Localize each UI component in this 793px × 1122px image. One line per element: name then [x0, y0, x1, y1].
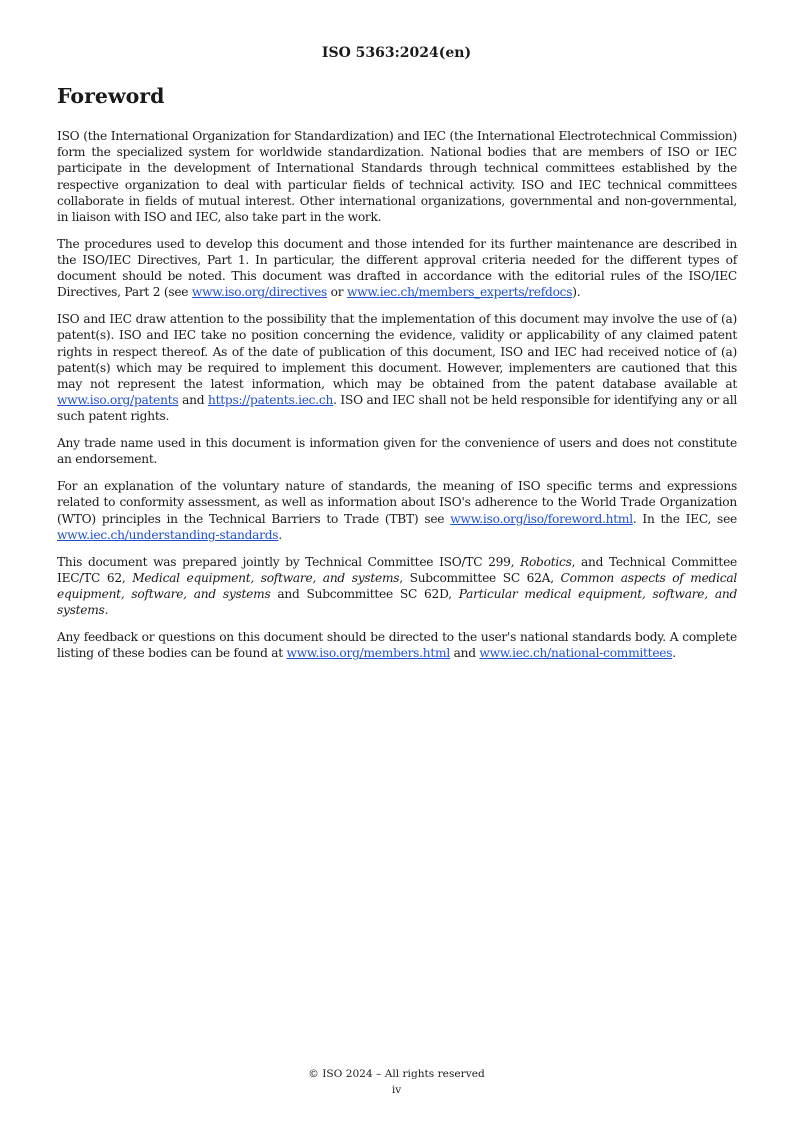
paragraph-text: ISO and IEC draw attention to the possibility that the implementation of this document may involve the use of (a) patent(s). ISO and IEC take no position concerning the evidence, validity or applicability of any claimed patent rights in respect thereof. As of the date of publication of this document, ISO and IEC had received notice of (a) patent(s) which may be required to implement this document. However, implementers are cautioned that this may not represent the latest information, which may be obtained from the patent database available at	[57, 312, 737, 392]
paragraph-text: , Subcommittee SC 62A,	[399, 570, 561, 585]
committee-name: Particular medical equipment, software, and systems	[57, 587, 738, 618]
paragraph-feedback	[57, 629, 737, 661]
iso-members-link[interactable]: www.iso.org/members.html	[286, 646, 450, 661]
paragraph-text: ).	[572, 285, 581, 300]
iec-patents-link[interactable]: https://patents.iec.ch	[208, 393, 334, 408]
paragraph-text: Any feedback or questions on this document should be directed to the user's national standards body. A complete listing of these bodies can be found at	[57, 630, 737, 661]
page-number: iv	[391, 1084, 402, 1096]
refdocs-link[interactable]: www.iec.ch/members_experts/refdocs	[346, 285, 573, 300]
paragraph-text: or	[327, 285, 347, 300]
committee-name: Common aspects of medical equipment, software, and systems	[57, 570, 738, 602]
directives-link[interactable]: www.iso.org/directives	[191, 285, 328, 300]
paragraph-patents	[57, 311, 737, 424]
paragraph-text: and	[178, 393, 208, 408]
paragraph-text: This document was prepared jointly by Technical Committee ISO/TC 299,	[57, 554, 521, 569]
paragraph-text: .	[672, 646, 676, 661]
committee-name: Medical equipment, software, and systems	[132, 570, 400, 585]
iec-understanding-standards-link[interactable]: www.iec.ch/understanding-standards	[57, 527, 279, 542]
page-footer	[0, 1066, 793, 1098]
page-title: Foreword	[57, 84, 165, 108]
paragraph-text: , and Technical Committee IEC/TC 62,	[57, 554, 737, 585]
copyright-notice: © ISO 2024 – All rights reserved	[308, 1068, 485, 1080]
paragraph-text: and Subcommittee SC 62D,	[270, 587, 459, 602]
iec-national-committees-link[interactable]: www.iec.ch/national-committees	[479, 646, 673, 661]
paragraph-organizations: ISO (the International Organization for Standardization) and IEC (the International Electrotechnical Commission) form the specialized system for worldwide standardization. National bodies that are members of ISO or IEC participate in the development of International Standards through technical committees established by the respective organization to deal with particular fields of technical activity. ISO and IEC technical committees collaborate in fields of mutual interest. Other international organizations, governmental and non-governmental, in liaison with ISO and IEC, also take part in the work.	[57, 129, 737, 225]
document-id-header: ISO 5363:2024(en)	[321, 45, 472, 61]
paragraph-text: .	[104, 603, 109, 618]
paragraph-voluntary-nature	[57, 478, 737, 543]
paragraph-committees	[57, 554, 737, 619]
paragraph-text: and	[450, 646, 480, 661]
paragraph-text: .	[278, 527, 282, 542]
paragraph-text: . In the IEC, see	[632, 511, 737, 526]
iso-foreword-link[interactable]: www.iso.org/iso/foreword.html	[450, 511, 633, 526]
foreword-body	[57, 128, 737, 672]
paragraph-text: The procedures used to develop this document and those intended for its further maintenance are described in the ISO/IEC Directives, Part 1. In particular, the different approval criteria needed for the different types of document should be noted. This document was drafted in accordance with the editorial rules of the ISO/IEC Directives, Part 2 (see	[57, 236, 737, 300]
iso-patents-link[interactable]: www.iso.org/patents	[57, 393, 179, 408]
paragraph-text: . ISO and IEC shall not be held responsible for identifying any or all such patent rights.	[57, 393, 737, 424]
paragraph-text: For an explanation of the voluntary nature of standards, the meaning of ISO specific terms and expressions related to conformity assessment, as well as information about ISO's adherence to the World Trade Organization (WTO) principles in the Technical Barriers to Trade (TBT) see	[57, 479, 737, 526]
paragraph-procedures	[57, 236, 737, 301]
committee-name: Robotics	[520, 554, 572, 569]
paragraph-trade-name: Any trade name used in this document is information given for the convenience of users and does not constitute an endorsement.	[57, 436, 737, 467]
